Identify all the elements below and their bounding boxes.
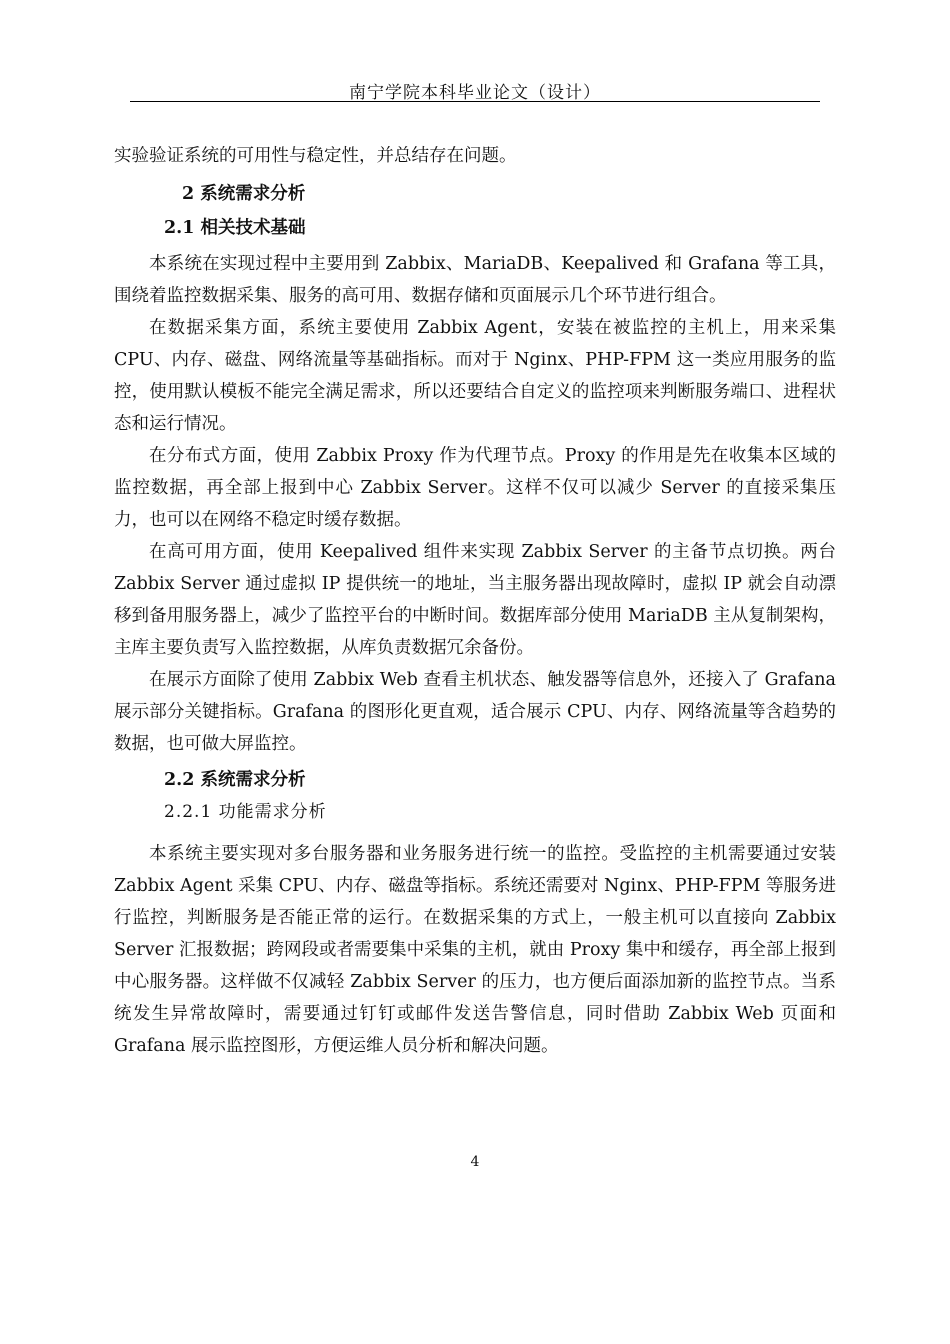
section-heading-2-2: 2.2 系统需求分析 bbox=[164, 770, 306, 790]
paragraph-distributed: 在分布式方面，使用 Zabbix Proxy 作为代理节点。Proxy 的作用是先在收集本区域的监控数据，再全部上报到中心 Zabbix Server。这样不仅可以减少 Server 的直接采集压力，也可以在网络不稳定时缓存数据。 bbox=[114, 446, 836, 530]
page-number: 4 bbox=[470, 1154, 480, 1170]
section-heading-2-2-1: 2.2.1 功能需求分析 bbox=[164, 802, 327, 822]
running-header-title: 南宁学院本科毕业论文（设计） bbox=[349, 83, 601, 103]
paragraph-data-collection: 在数据采集方面，系统主要使用 Zabbix Agent，安装在被监控的主机上，用来采集 CPU、内存、磁盘、网络流量等基础指标。而对于 Nginx、PHP-FPM 这一类应用服务的监控，使用默认模板不能完全满足需求，所以还要结合自定义的监控项来判断服务端口、进程状态和运行情况。 bbox=[114, 318, 836, 434]
section-heading-2-1: 2.1 相关技术基础 bbox=[164, 218, 306, 238]
intro-tail-paragraph: 实验验证系统的可用性与稳定性，并总结存在问题。 bbox=[114, 146, 517, 166]
section-heading-2: 2 系统需求分析 bbox=[182, 184, 306, 204]
paragraph-tools-overview: 本系统在实现过程中主要用到 Zabbix、MariaDB、Keepalived 和 Grafana 等工具，围绕着监控数据采集、服务的高可用、数据存储和页面展示几个环节进行组合。 bbox=[114, 254, 836, 306]
header-rule bbox=[130, 101, 820, 102]
body-content bbox=[114, 140, 836, 1062]
paragraph-functional-requirements: 本系统主要实现对多台服务器和业务服务进行统一的监控。受监控的主机需要通过安装 Zabbix Agent 采集 CPU、内存、磁盘等指标。系统还需要对 Nginx、PHP-FPM 等服务进行监控，判断服务是否能正常的运行。在数据采集的方式上，一般主机可以直接向 Zabbix Server 汇报数据；跨网段或者需要集中采集的主机，就由 Proxy 集中和缓存，再全部上报到中心服务器。这样做不仅减轻 Zabbix Server 的压力，也方便后面添加新的监控节点。当系统发生异常故障时，需要通过钉钉或邮件发送告警信息，同时借助 Zabbix Web 页面和 Grafana 展示监控图形，方便运维人员分析和解决问题。 bbox=[114, 844, 836, 1056]
paragraph-display: 在展示方面除了使用 Zabbix Web 查看主机状态、触发器等信息外，还接入了 Grafana 展示部分关键指标。Grafana 的图形化更直观，适合展示 CPU、内存、网络流量等含趋势的数据，也可做大屏监控。 bbox=[114, 670, 836, 754]
paragraph-high-availability: 在高可用方面，使用 Keepalived 组件来实现 Zabbix Server 的主备节点切换。两台 Zabbix Server 通过虚拟 IP 提供统一的地址，当主服务器出现故障时，虚拟 IP 就会自动漂移到备用服务器上，减少了监控平台的中断时间。数据库部分使用 MariaDB 主从复制架构，主库主要负责写入监控数据，从库负责数据冗余备份。 bbox=[114, 542, 836, 658]
